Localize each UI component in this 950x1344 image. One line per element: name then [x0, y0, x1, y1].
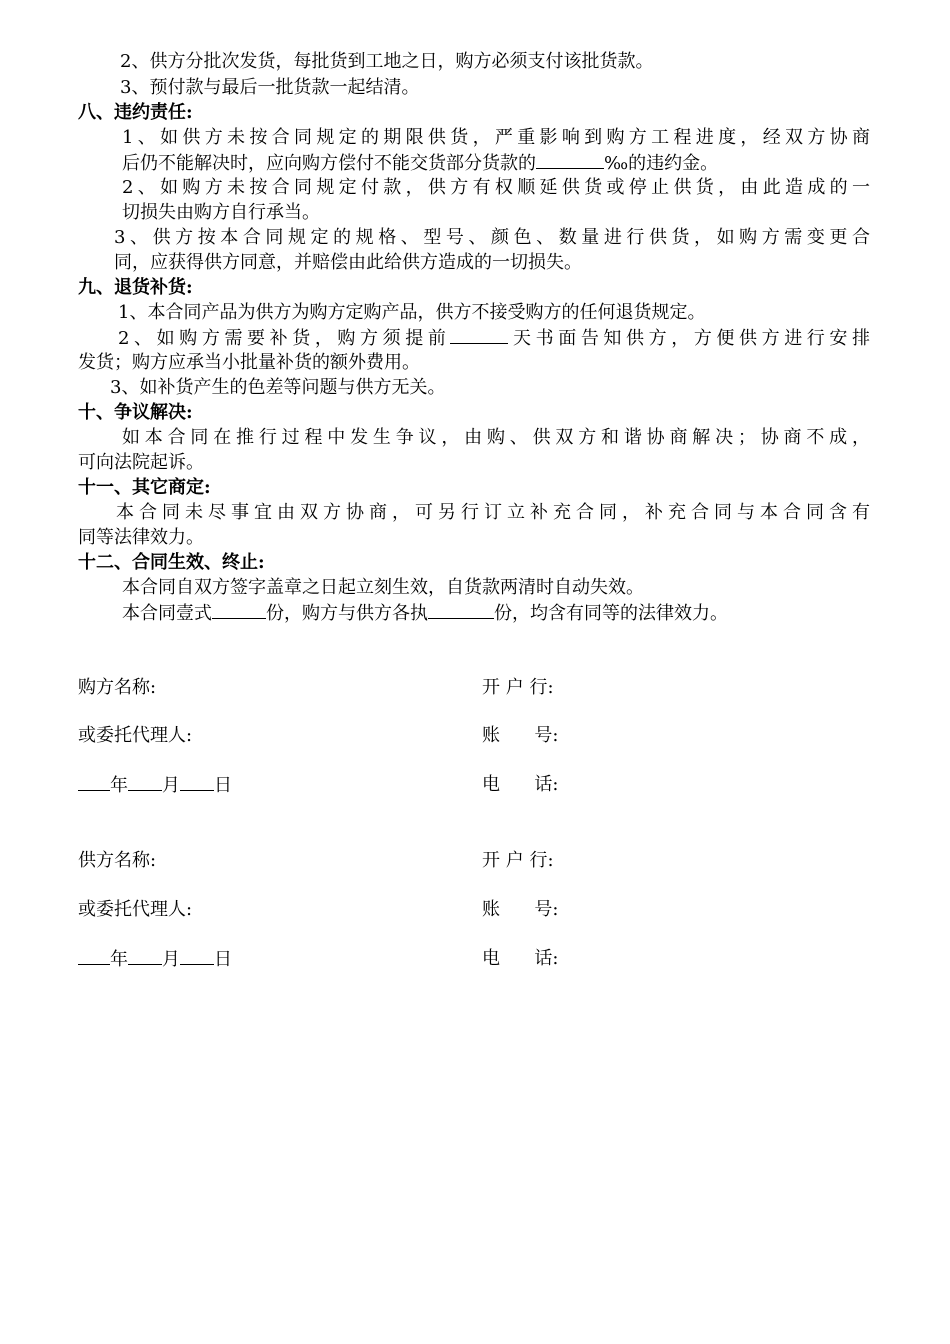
section10-line1: 如本合同在推行过程中发生争议，由购、供双方和谐协商解决；协商不成， [122, 427, 870, 448]
copies-text: 本合同壹式 [122, 603, 212, 624]
copies-each-text: 份，购方与供方各执 [266, 603, 428, 624]
section7-item3: 3、预付款与最后一批货款一起结清。 [120, 77, 420, 98]
section12-heading: 十二、合同生效、终止: [78, 552, 265, 573]
buyer-year-label: 年 [110, 775, 128, 796]
supplier-day-label: 日 [214, 949, 232, 970]
section8-item1-suffix: ‰的违约金。 [604, 153, 719, 174]
section9-item2-line2: 发货；购方应承当小批量补货的额外费用。 [78, 352, 420, 373]
section8-item1-line1: 1、如供方未按合同规定的期限供货，严重影响到购方工程进度，经双方协商 [122, 127, 870, 148]
supplier-year-blank [78, 947, 110, 965]
section8-item3-line1: 3、供方按本合同规定的规格、型号、颜色、数量进行供货，如购方需变更合 [114, 227, 870, 248]
section8-item2-line1: 2、如购方未按合同规定付款，供方有权顺延供货或停止供货，由此造成的一 [122, 177, 870, 198]
supplier-name-label: 供方名称: [78, 850, 157, 871]
section10-line2: 可向法院起诉。 [78, 452, 204, 473]
supplier-account-label: 账 号: [482, 899, 559, 920]
section12-line1: 本合同自双方签字盖章之日起立刻生效，自货款两清时自动失效。 [122, 577, 644, 598]
section9-item2-suffix: 天书面告知供方，方便供方进行安排 [508, 328, 871, 349]
section8-heading: 八、违约责任: [78, 102, 193, 123]
penalty-rate-blank [536, 151, 604, 169]
buyer-phone-label: 电 话: [482, 774, 559, 795]
section7-item2: 2、供方分批次发货，每批货到工地之日，购方必须支付该批货款。 [120, 51, 654, 72]
supplier-month-blank [128, 947, 162, 965]
section9-item2-text: 2、如购方需要补货，购方须提前 [118, 328, 451, 349]
buyer-year-blank [78, 773, 110, 791]
supplier-phone-label: 电 话: [482, 948, 559, 969]
buyer-day-blank [180, 773, 214, 791]
buyer-name-label: 购方名称: [78, 677, 157, 698]
buyer-day-label: 日 [214, 775, 232, 796]
section9-item1: 1、本合同产品为供方为购方定购产品，供方不接受购方的任何退货规定。 [118, 302, 706, 323]
supplier-bank-label: 开 户 行: [482, 850, 554, 871]
section11-line2: 同等法律效力。 [78, 527, 204, 548]
notice-days-blank [450, 326, 508, 344]
buyer-bank-label: 开 户 行: [482, 677, 554, 698]
copies-suffix: 份，均含有同等的法律效力。 [494, 603, 728, 624]
section8-item1-line2 [122, 151, 718, 175]
section11-heading: 十一、其它商定: [78, 477, 211, 498]
supplier-agent-label: 或委托代理人: [78, 899, 193, 920]
buyer-month-label: 月 [162, 775, 180, 796]
buyer-agent-label: 或委托代理人: [78, 725, 193, 746]
section10-heading: 十、争议解决: [78, 402, 193, 423]
buyer-account-label: 账 号: [482, 725, 559, 746]
copies-total-blank [212, 601, 266, 619]
buyer-month-blank [128, 773, 162, 791]
section9-heading: 九、退货补货: [78, 277, 193, 298]
section9-item3: 3、如补货产生的色差等问题与供方无关。 [110, 377, 446, 398]
section8-item2-line2: 切损失由购方自行承当。 [122, 202, 320, 223]
supplier-date [78, 947, 232, 971]
section12-line2 [122, 601, 728, 625]
supplier-year-label: 年 [110, 949, 128, 970]
section8-item1-text: 后仍不能解决时，应向购方偿付不能交货部分货款的 [122, 153, 536, 174]
section9-item2-line1 [118, 326, 870, 350]
supplier-month-label: 月 [162, 949, 180, 970]
copies-each-blank [428, 601, 494, 619]
section8-item3-line2: 同，应获得供方同意，并赔偿由此给供方造成的一切损失。 [114, 252, 582, 273]
buyer-date [78, 773, 232, 797]
supplier-day-blank [180, 947, 214, 965]
section11-line1: 本合同未尽事宜由双方协商，可另行订立补充合同，补充合同与本合同含有 [116, 502, 870, 523]
